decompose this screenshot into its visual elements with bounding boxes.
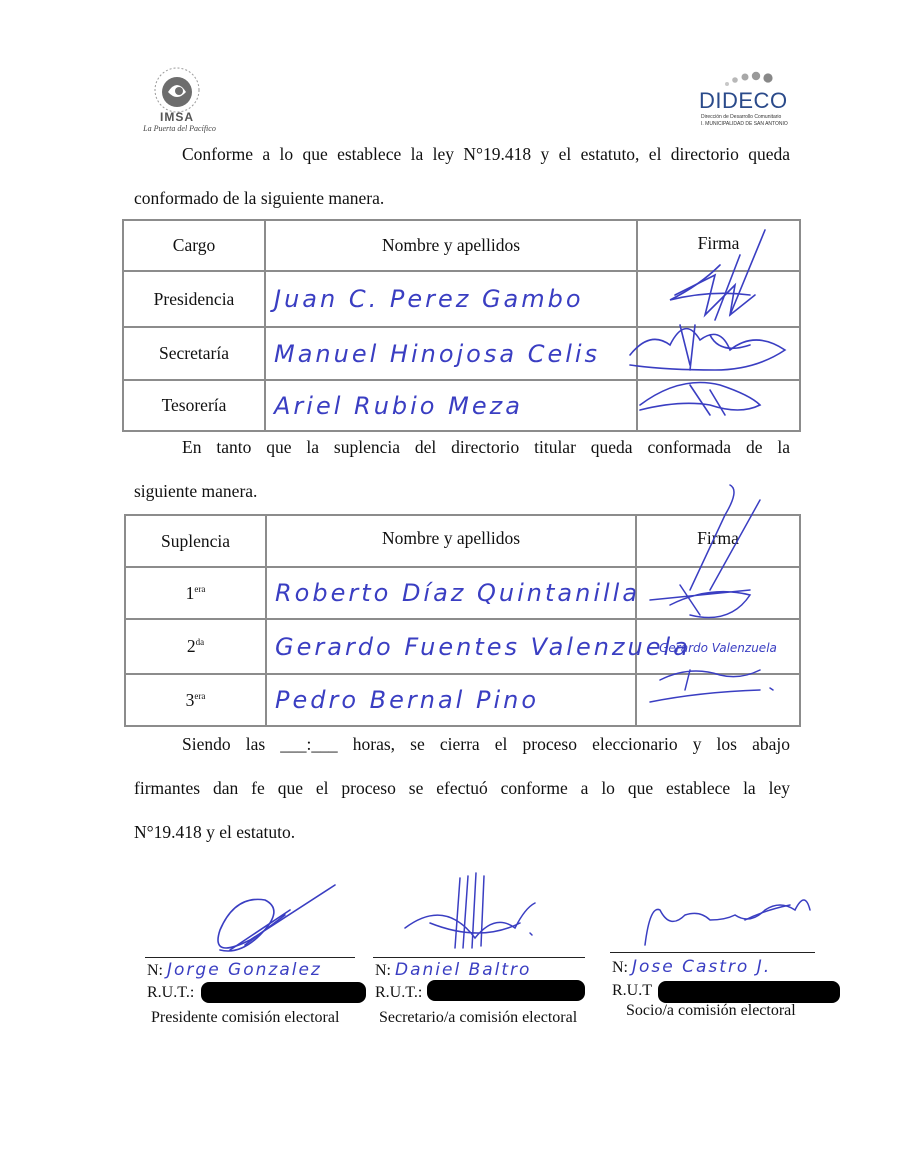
dideco-logo (697, 68, 797, 130)
header-nombre: Nombre y apellidos (266, 515, 636, 567)
cargo-cell: Presidencia (123, 271, 265, 327)
signature-role: Presidente comisión electoral (151, 1009, 340, 1026)
dideco-logo-sub2: I. MUNICIPALIDAD DE SAN ANTONIO (701, 121, 788, 127)
directorio-signatures-icon (620, 225, 820, 435)
closing-paragraph (134, 722, 790, 854)
handwritten-name: Ariel Rubio Meza (274, 391, 523, 420)
handwritten-signature-text: Gerardo Valenzuela (659, 641, 777, 655)
dideco-logo-name: DIDECO (699, 88, 788, 113)
dideco-dots-icon (697, 68, 797, 90)
cargo-cell: Tesorería (123, 380, 265, 431)
intro-line-1: Conforme a lo que establece la ley N°19.418 y el estatuto, el directorio queda (182, 144, 790, 164)
imsa-logo-tagline: La Puerta del Pacífico (143, 124, 216, 133)
signature-secretario-icon (400, 868, 560, 958)
signature-n-label: N: (147, 962, 163, 979)
signature-block-presidente (145, 955, 370, 1035)
handwritten-name: Pedro Bernal Pino (275, 686, 539, 714)
imsa-logo (132, 58, 222, 138)
signature-rut-label: R.U.T (612, 982, 652, 999)
suplencia-number-cell: $3^{era}$ (125, 674, 266, 726)
handwritten-name: Gerardo Fuentes Valenzuela (275, 632, 691, 661)
handwritten-name: Roberto Díaz Quintanilla (275, 579, 641, 607)
closing-line-1: Siendo las ___:___ horas, se cierra el proceso eleccionario y los abajo (182, 734, 790, 754)
suplencia-number-cell: $1^{era}$ (125, 567, 266, 619)
signature-n-value: Daniel Baltro (395, 960, 532, 980)
redaction-bar (201, 982, 366, 1003)
redaction-bar (427, 980, 585, 1001)
handwritten-name: Manuel Hinojosa Celis (274, 339, 601, 368)
cargo-cell: Secretaría (123, 327, 265, 380)
signature-n-value: Jorge Gonzalez (167, 960, 322, 980)
signature-n-label: N: (375, 962, 391, 979)
signature-socio-icon (625, 895, 825, 955)
signature-block-secretario (373, 955, 598, 1035)
dideco-logo-sub1: Dirección de Desarrollo Comunitario (701, 114, 782, 120)
imsa-logo-name: IMSA (160, 110, 194, 124)
header-nombre: Nombre y apellidos (265, 220, 637, 271)
suplencia-intro-line-1: En tanto que la suplencia del directorio titular queda conformada de la (182, 437, 790, 457)
signature-n-label: N: (612, 959, 628, 976)
suplencia-signatures-icon (630, 480, 810, 720)
intro-line-2: conformado de la siguiente manera. (134, 188, 385, 208)
signature-rut-label: R.U.T.: (375, 984, 423, 1001)
signature-n-value: Jose Castro J. (632, 957, 772, 977)
signature-block-socio (610, 950, 850, 1030)
closing-line-3: N°19.418 y el estatuto. (134, 822, 296, 842)
signature-role: Socio/a comisión electoral (626, 1002, 796, 1019)
suplencia-intro-line-2: siguiente manera. (134, 481, 258, 501)
signature-rut-label: R.U.T.: (147, 984, 195, 1001)
imsa-emblem-icon (132, 58, 222, 118)
header-firma: Firma (637, 220, 800, 271)
signature-presidente-icon (190, 880, 350, 960)
header-cargo: Cargo (123, 220, 265, 271)
suplencia-number-cell: $2^{da}$ (125, 619, 266, 674)
signature-role: Secretario/a comisión electoral (379, 1009, 578, 1026)
header-suplencia: Suplencia (125, 515, 266, 567)
intro-paragraph (134, 132, 790, 220)
handwritten-name: Juan C. Perez Gambo (274, 285, 584, 313)
header-firma: Firma (636, 515, 800, 567)
closing-line-2: firmantes dan fe que el proceso se efectuó conforme a lo que establece la ley (134, 778, 790, 798)
